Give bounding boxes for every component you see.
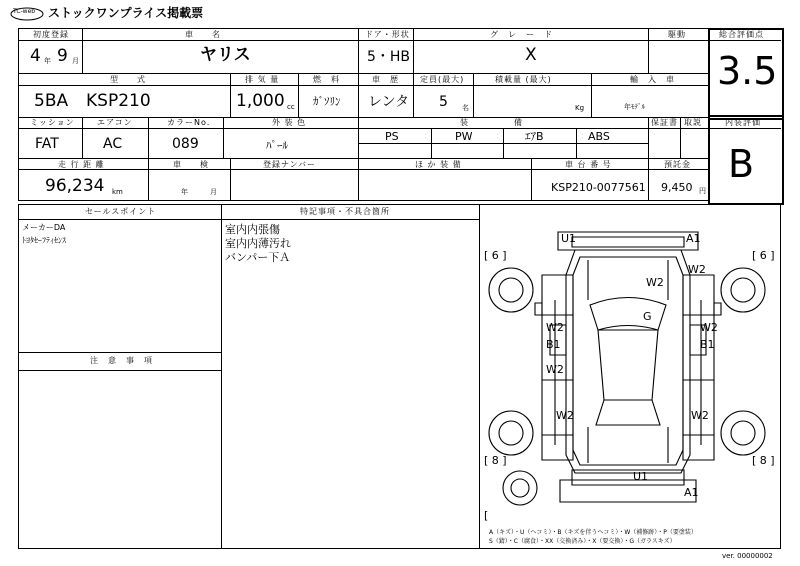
first-reg-year: 4	[30, 46, 41, 66]
tire-front-right-label: [ 6 ]	[752, 249, 775, 262]
history: レンタ	[368, 94, 410, 110]
label-car-name: 車 名	[185, 30, 221, 39]
label-history: 車 歴	[372, 75, 399, 84]
label-capacity: 定員(最大)	[420, 75, 465, 84]
model: KSP210	[86, 91, 151, 111]
load-unit: Kg	[575, 104, 585, 112]
label-load: 積載量 (最大)	[495, 75, 552, 84]
label-overall-score: 総合評価点	[719, 30, 764, 39]
label-equipment: 装 備	[460, 118, 523, 127]
damage-mark: G	[643, 310, 652, 323]
damage-mark: W2	[546, 363, 564, 376]
overall-score: 3.5	[717, 49, 778, 93]
logo	[10, 6, 44, 20]
damage-mark: A1	[686, 232, 701, 245]
tire-rear-right-label: [ 8 ]	[752, 454, 775, 467]
insp-month-unit: 月	[210, 188, 217, 196]
note-3: バンパー下Ａ	[225, 251, 291, 264]
label-inspection: 車 検	[173, 160, 209, 169]
label-warranty: 保証書	[651, 118, 678, 127]
label-interior-score: 内装評価	[725, 118, 761, 127]
km-unit: km	[112, 188, 123, 196]
page-title: ストックワンプライス掲載票	[48, 6, 204, 20]
cc-unit: cc	[287, 103, 295, 111]
displacement: 1,000	[236, 91, 285, 111]
equip-pw: PW	[455, 130, 473, 143]
sales-point-2: ﾄﾖﾀｾｰﾌﾃｨｾﾝｽ	[22, 236, 66, 245]
legend-line-1: A（キズ）・U（ヘコミ）・B（キズを伴うヘコミ）・W（補修跡）・P（要塗装）	[489, 529, 697, 536]
sales-point-1: メーカーDA	[22, 223, 66, 232]
damage-mark: A1	[684, 486, 699, 499]
damage-mark: W2	[556, 409, 574, 422]
car-name: ヤリス	[200, 45, 251, 65]
price: 9,450	[661, 181, 693, 194]
equip-ps: PS	[385, 130, 399, 143]
door-shape: 5・HB	[367, 49, 411, 65]
capacity: 5	[439, 94, 448, 110]
note-1: 室内内張傷	[225, 223, 280, 236]
year-unit: 年	[44, 57, 51, 65]
label-aircon: エアコン	[97, 118, 133, 127]
damage-mark: W2	[646, 276, 664, 289]
label-caution: 注 意 事 項	[90, 356, 153, 365]
label-plate: 登録ナンバー	[263, 160, 317, 169]
equip-airbag: ｴｱB	[525, 130, 544, 143]
chassis-number: KSP210-0077561	[551, 181, 646, 194]
label-fuel: 燃 料	[313, 75, 340, 84]
month-unit: 月	[72, 57, 79, 65]
fuel: ｶﾞｿﾘﾝ	[313, 95, 341, 108]
legend-line-2: S（錆）・C（腐食）・XX（交換済み）・X（要交換）・G（ガラスキズ）	[489, 538, 676, 545]
note-2: 室内内薄汚れ	[225, 237, 291, 250]
mission: FAT	[35, 136, 59, 152]
label-first-reg: 初度登録	[33, 30, 69, 39]
insp-year-unit: 年	[181, 188, 188, 196]
equip-abs: ABS	[588, 130, 610, 143]
grade: X	[525, 45, 537, 65]
damage-mark: W2	[691, 409, 709, 422]
label-mileage: 走 行 距 離	[58, 160, 105, 169]
capacity-unit: 名	[462, 104, 469, 112]
label-door-shape: ドア・形状	[365, 30, 410, 39]
tire-front-left-label: [ 6 ]	[484, 249, 507, 262]
damage-mark: W2	[688, 263, 706, 276]
car-body-diagram	[480, 205, 780, 548]
label-import: 輸 入 車	[630, 75, 675, 84]
label-grade: グ レ ー ド	[490, 30, 553, 39]
label-price: 預託金	[664, 160, 691, 169]
label-mission: ミッション	[30, 118, 75, 127]
first-reg-month: 9	[57, 46, 68, 66]
label-other-equip: ほ か 装 備	[415, 160, 462, 169]
interior-score: B	[728, 142, 755, 186]
damage-mark: B1	[546, 338, 561, 351]
damage-mark: U1	[633, 470, 649, 483]
logo-text: TC-web	[13, 8, 36, 15]
label-color-no: カラーNo.	[167, 118, 211, 127]
label-drive: 駆動	[668, 30, 686, 39]
model-prefix: 5BA	[34, 91, 69, 111]
damage-mark: U1	[561, 232, 577, 245]
damage-mark: W2	[546, 321, 564, 334]
tire-rear-left-label: [ 8 ]	[484, 454, 507, 467]
damage-mark: W2	[700, 321, 718, 334]
label-manual: 取説	[684, 118, 702, 127]
label-chassis: 車 台 番 号	[565, 160, 612, 169]
label-sales-point: セールスポイント	[85, 207, 157, 216]
aircon: AC	[103, 136, 123, 152]
ext-color: ﾊﾟｰﾙ	[266, 139, 288, 152]
version: ver. 00000002	[722, 552, 773, 560]
label-notes: 特記事項・不具合箇所	[300, 207, 390, 216]
mileage: 96,234	[45, 176, 105, 196]
damage-mark: B1	[700, 338, 715, 351]
label-model: 型 式	[110, 75, 146, 84]
yen-unit: 円	[699, 187, 706, 195]
label-displacement: 排 気 量	[245, 75, 280, 84]
color-no: 089	[172, 136, 199, 152]
import-model-year: 年ﾓﾃﾞﾙ	[624, 103, 645, 111]
label-ext-color: 外 装 色	[272, 118, 307, 127]
spare-tire-label: [	[484, 509, 489, 522]
